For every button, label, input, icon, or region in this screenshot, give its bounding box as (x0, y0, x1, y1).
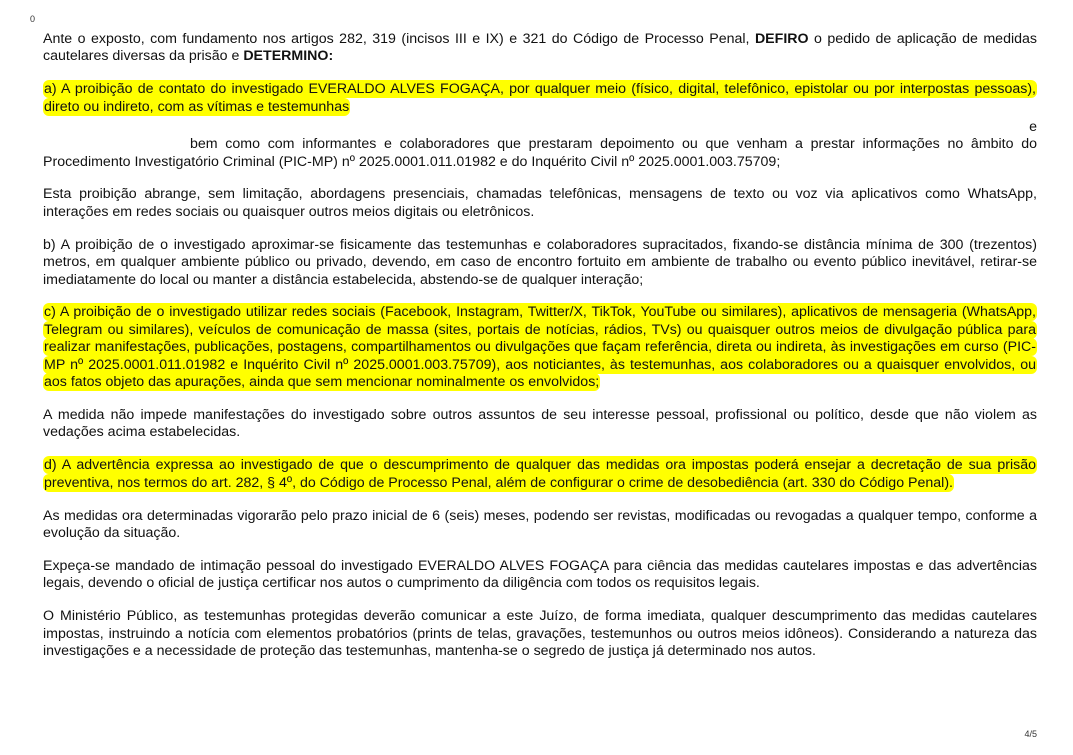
intro-paragraph (43, 31, 1037, 66)
item-a-continuation (43, 136, 1037, 171)
item-a-paragraph (43, 81, 1037, 116)
corner-mark: 0 (30, 14, 36, 24)
intro-text-before: Ante o exposto, com fundamento nos artigos 282, 319 (incisos III e IX) e 321 do Código de Processo Penal, (43, 31, 755, 47)
mp-paragraph: O Ministério Público, as testemunhas protegidas deverão comunicar a este Juízo, de forma imediata, qualquer descumprimento das medidas cautelares impostas, instruindo a notícia com elementos probatórios (prints de telas, gravações, testemunhos ou outros meios idôneos). Considerando a natureza das investigações e a necessidade de proteção das testemunhas, mantenha-se o segredo de justiça já determinado nos autos. (43, 608, 1037, 660)
page-number: 4/5 (1024, 729, 1037, 739)
intro-text-middle: o pedido de aplicação de medidas cautelares diversas da prisão e (43, 31, 1037, 65)
item-a-continuation-text: bem como com informantes e colaboradores que prestaram depoimento ou que venham a prestar informações no âmbito do Procedimento Investigatório Criminal (PIC-MP) nº 2025.0001.011.01982 e do Inquérito Civil nº 2025.0001.003.75709; (43, 136, 1037, 170)
determino-bold: DETERMINO: (243, 48, 334, 65)
defiro-bold: DEFIRO (754, 31, 809, 47)
duration-paragraph: As medidas ora determinadas vigorarão pelo prazo inicial de 6 (seis) meses, podendo ser revistas, modificadas ou revogadas a qualquer tempo, conforme a evolução da situação. (43, 507, 1037, 542)
measure-paragraph: A medida não impede manifestações do investigado sobre outros assuntos de seu interesse pessoal, profissional ou político, desde que não violem as vedações acima estabelecidas. (43, 407, 1037, 441)
item-a-highlighted: a) A proibição de contato do investigado EVERALDO ALVES FOGAÇA, por qualquer meio (físico, digital, telefônico, epistolar ou por interpostas pessoas), direto ou indireto, com as vítimas e testemunhas (44, 81, 1036, 115)
item-d-paragraph (43, 457, 1037, 492)
item-c-highlighted: c) A proibição de o investigado utilizar redes sociais (Facebook, Instagram, Twitter/X, TikTok, YouTube ou similares), aplicativos de mensageria (WhatsApp, Telegram ou similares), veículos de comunicação de massa (sites, portais de notícias, rádios, TVs) ou quaisquer outros meios de divulgação pública para realizar manifestações, publicações, postagens, compartilhamentos ou divulgações que façam referência, direta ou indireta, às investigações em curso (PIC-MP nº 2025.0001.011.01982 e Inquérito Civil nº 2025.0001.003.75709), aos noticiantes, às testemunhas, aos colaboradores ou a quaisquer envolvidos, ou aos fatos objeto das apurações, ainda que sem mencionar nominalmente os envolvidos; (44, 304, 1036, 391)
item-c-paragraph (43, 304, 1037, 391)
scope-paragraph: Esta proibição abrange, sem limitação, abordagens presenciais, chamadas telefônicas, mensagens de texto ou voz via aplicativos como WhatsApp, interações em redes sociais ou quaisquer outros meios digitais ou eletrônicos. (43, 186, 1037, 220)
warrant-paragraph: Expeça-se mandado de intimação pessoal do investigado EVERALDO ALVES FOGAÇA para ciência das medidas cautelares impostas e das advertências legais, devendo o oficial de justiça certificar nos autos o cumprimento da diligência com todos os requisitos legais. (43, 557, 1037, 592)
document-body (43, 31, 1037, 676)
item-d-highlighted: d) A advertência expressa ao investigado de que o descumprimento de qualquer das medidas ora impostas poderá ensejar a decretação de sua prisão preventiva, nos termos do art. 282, § 4º, do Código de Processo Penal, além de configurar o crime de desobediência (art. 330 do Código Penal). (44, 457, 1036, 491)
item-b-paragraph: b) A proibição de o investigado aproximar-se fisicamente das testemunhas e colaboradores supracitados, fixando-se distância mínima de 300 (trezentos) metros, em qualquer ambiente público ou privado, devendo, em caso de encontro fortuito em ambiente de trabalho ou evento público inevitável, retirar-se imediatamente do local ou manter a distância estabelecida, abstendo-se de qualquer interação; (43, 236, 1037, 288)
item-a-connector: e (1029, 119, 1037, 136)
